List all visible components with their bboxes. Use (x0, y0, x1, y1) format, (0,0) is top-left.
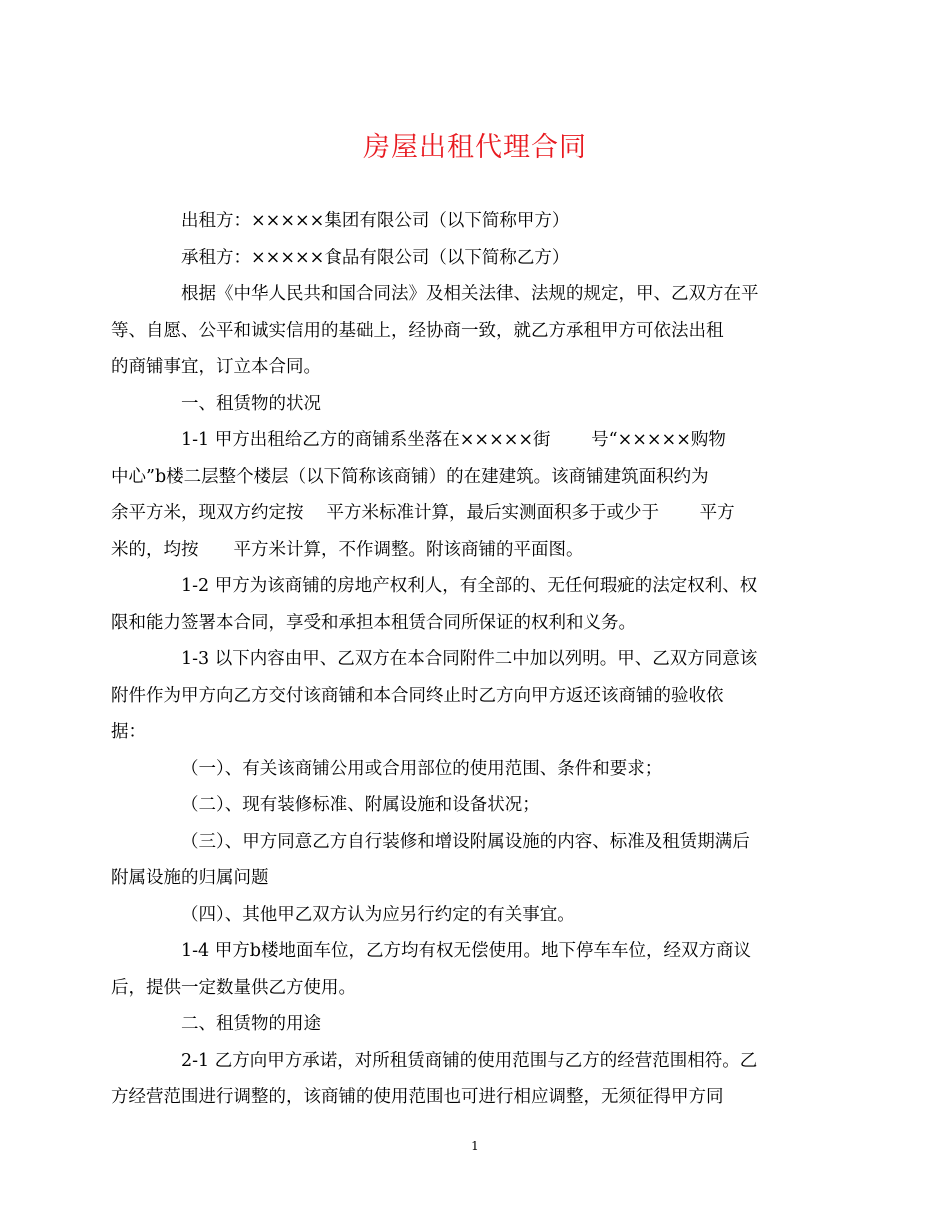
paragraph (146, 787, 804, 824)
paragraph (146, 897, 804, 934)
paragraph-line: （二）、现有装修标准、附属设施和设备状况； (181, 795, 540, 815)
paragraph-line: 一、租赁物的状况 (181, 393, 321, 414)
paragraph-line: （四）、其他甲乙双方认为应另行约定的有关事宜。 (181, 904, 575, 925)
paragraph-line: 限和能力签署本合同，享受和承担本租赁合同所保证的权利和义务。 (111, 612, 636, 633)
paragraph-line: 承租方：×××××食品有限公司（以下简称乙方） (181, 247, 570, 268)
paragraph-line: 后，提供一定数量供乙方使用。 (111, 977, 356, 998)
paragraph-line: 1-3 以下内容由甲、乙双方在本合同附件二中加以列明。甲、乙双方同意该 (181, 649, 758, 669)
document-title: 房屋出租代理合同 (363, 132, 587, 163)
paragraph (111, 641, 804, 751)
paragraph (111, 276, 804, 386)
paragraph-line: （三）、甲方同意乙方自行装修和增设附属设施的内容、标准及租赁期满后 (181, 831, 750, 852)
paragraph (111, 1043, 804, 1116)
paragraph-line: 的商铺事宜，订立本合同。 (111, 357, 321, 377)
paragraph-line: 出租方：×××××集团有限公司（以下简称甲方） (181, 211, 570, 231)
paragraph-line: 米的，均按 平方米计算，不作调整。附该商铺的平面图。 (111, 539, 584, 560)
paragraph-line: 据： (111, 722, 146, 742)
paragraph (111, 824, 804, 897)
paragraph (146, 203, 804, 240)
paragraph (146, 240, 804, 277)
paragraph-line: 1-2 甲方为该商铺的房地产权利人，有全部的、无任何瑕疵的法定权利、权 (181, 576, 758, 596)
paragraph-line: 2-1 乙方向甲方承诺，对所租赁商铺的使用范围与乙方的经营范围相符。乙 (181, 1050, 758, 1071)
paragraph-line: 1-4 甲方b楼地面车位，乙方均有权无偿使用。地下停车车位，经双方商议 (181, 941, 751, 961)
paragraph-line: 二、租赁物的用途 (181, 1014, 321, 1034)
paragraph-line: 等、自愿、公平和诚实信用的基础上，经协商一致，就乙方承租甲方可依法出租 (111, 320, 724, 341)
paragraph-line: 中心”b楼二层整个楼层（以下简称该商铺）的在建建筑。该商铺建筑面积约为 (111, 466, 709, 487)
page-number: 1 (471, 1139, 479, 1153)
paragraph-line: 余平方米，现双方约定按 平方米标准计算，最后实测面积多于或少于 平方 (111, 503, 735, 523)
paragraph (111, 568, 804, 641)
paragraph-line: 附属设施的归属问题 (111, 868, 269, 888)
paragraph-line: 附件作为甲方向乙方交付该商铺和本合同终止时乙方向甲方返还该商铺的验收依 (111, 685, 724, 706)
paragraph (146, 1006, 804, 1043)
paragraph-line: 根据《中华人民共和国合同法》及相关法律、法规的规定，甲、乙双方在平 (181, 284, 759, 304)
paragraph (111, 933, 804, 1006)
paragraph-line: 1-1 甲方出租给乙方的商铺系坐落在×××××街 号“×××××购物 (181, 430, 726, 450)
paragraph (111, 422, 804, 568)
paragraph (146, 386, 804, 423)
paragraph-line: 方经营范围进行调整的，该商铺的使用范围也可进行相应调整，无须征得甲方同 (111, 1087, 724, 1107)
paragraph-line: （一）、有关该商铺公用或合用部位的使用范围、条件和要求； (181, 758, 663, 779)
document-body (111, 203, 804, 1116)
paragraph (146, 751, 804, 788)
